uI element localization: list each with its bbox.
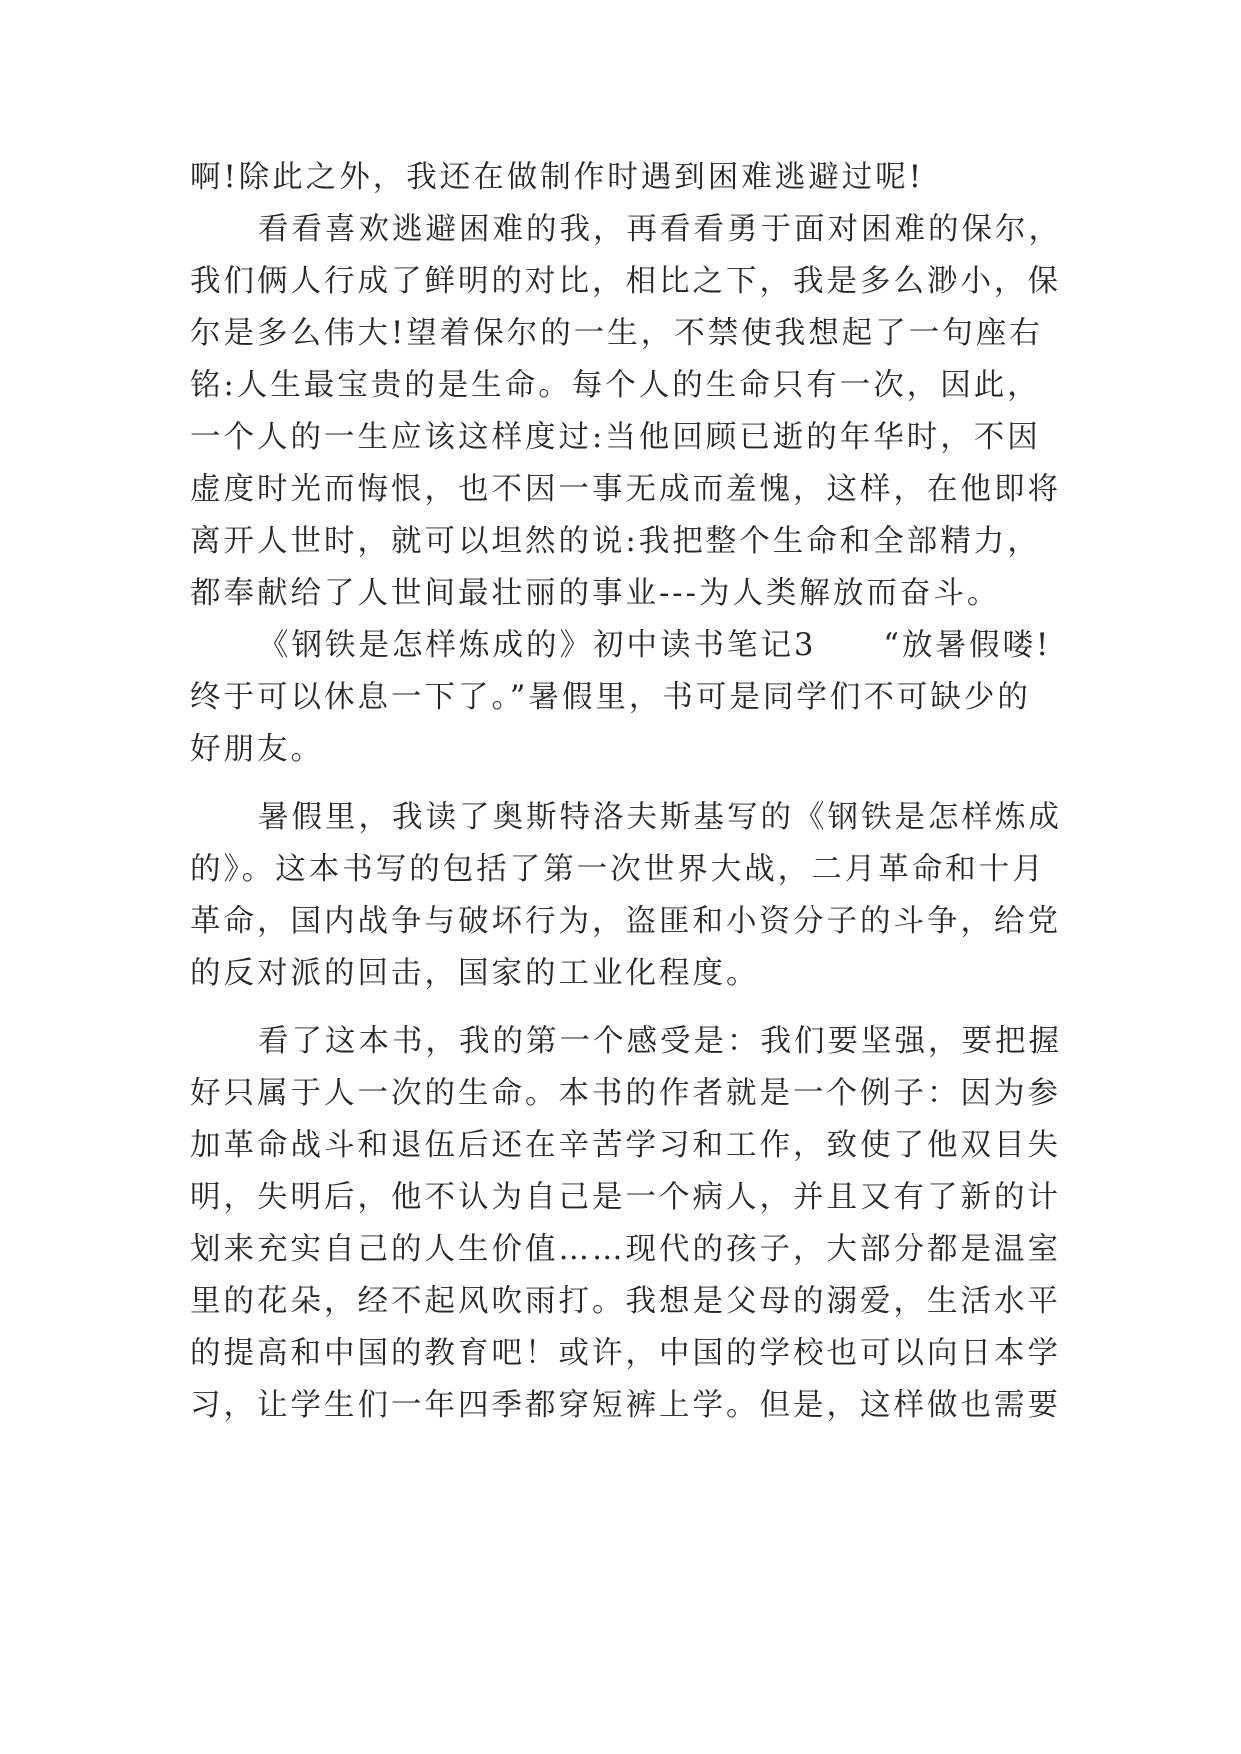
text-line-8: 离开人世时，就可以坦然的说:我把整个生命和全部精力， — [190, 524, 1041, 559]
text-line-12: 好朋友。 — [190, 732, 324, 767]
text-line-4: 尔是多么伟大!望着保尔的一生，不禁使我想起了一句座右 — [190, 316, 1043, 351]
text-line-11: 终于可以休息一下了。”暑假里，书可是同学们不可缺少的 — [190, 680, 1031, 715]
text-line-7: 虚度时光而悔恨，也不因一事无成而羞愧，这样，在他即将 — [190, 472, 1061, 507]
text-line-20: 明，失明后，他不认为自己是一个病人，并且又有了新的计 — [190, 1180, 1061, 1215]
text-line-13: 暑假里，我读了奥斯特洛夫斯基写的《钢铁是怎样炼成 — [258, 800, 1062, 835]
text-line-5: 铭:人生最宝贵的是生命。每个人的生命只有一次，因此， — [190, 368, 1041, 403]
text-line-16: 的反对派的回击，国家的工业化程度。 — [190, 956, 760, 991]
text-line-22: 里的花朵，经不起风吹雨打。我想是父母的溺爱，生活水平 — [190, 1284, 1061, 1319]
text-line-10: 《钢铁是怎样炼成的》初中读书笔记3 “放暑假喽! — [258, 628, 1052, 663]
text-line-9: 都奉献给了人世间最壮丽的事业---为人类解放而奋斗。 — [190, 576, 1001, 611]
text-line-17: 看了这本书，我的第一个感受是：我们要坚强，要把握 — [258, 1024, 1062, 1059]
text-line-24: 习，让学生们一年四季都穿短裤上学。但是，这样做也需要 — [190, 1388, 1061, 1423]
text-line-1: 啊!除此之外，我还在做制作时遇到困难逃避过呢! — [190, 160, 925, 195]
text-line-6: 一个人的一生应该这样度过:当他回顾已逝的年华时，不因 — [190, 420, 1041, 455]
text-line-18: 好只属于人一次的生命。本书的作者就是一个例子：因为参 — [190, 1076, 1061, 1111]
text-line-14: 的》。这本书写的包括了第一次世界大战，二月革命和十月 — [190, 852, 1046, 887]
text-line-3: 我们俩人行成了鲜明的对比，相比之下，我是多么渺小，保 — [190, 264, 1061, 299]
text-line-21: 划来充实自己的人生价值……现代的孩子，大部分都是温室 — [190, 1232, 1061, 1267]
text-line-23: 的提高和中国的教育吧！或许，中国的学校也可以向日本学 — [190, 1336, 1061, 1371]
text-line-15: 革命，国内战争与破坏行为，盗匪和小资分子的斗争，给党 — [190, 904, 1061, 939]
text-line-2: 看看喜欢逃避困难的我，再看看勇于面对困难的保尔， — [258, 212, 1062, 247]
text-line-19: 加革命战斗和退伍后还在辛苦学习和工作，致使了他双目失 — [190, 1128, 1061, 1163]
